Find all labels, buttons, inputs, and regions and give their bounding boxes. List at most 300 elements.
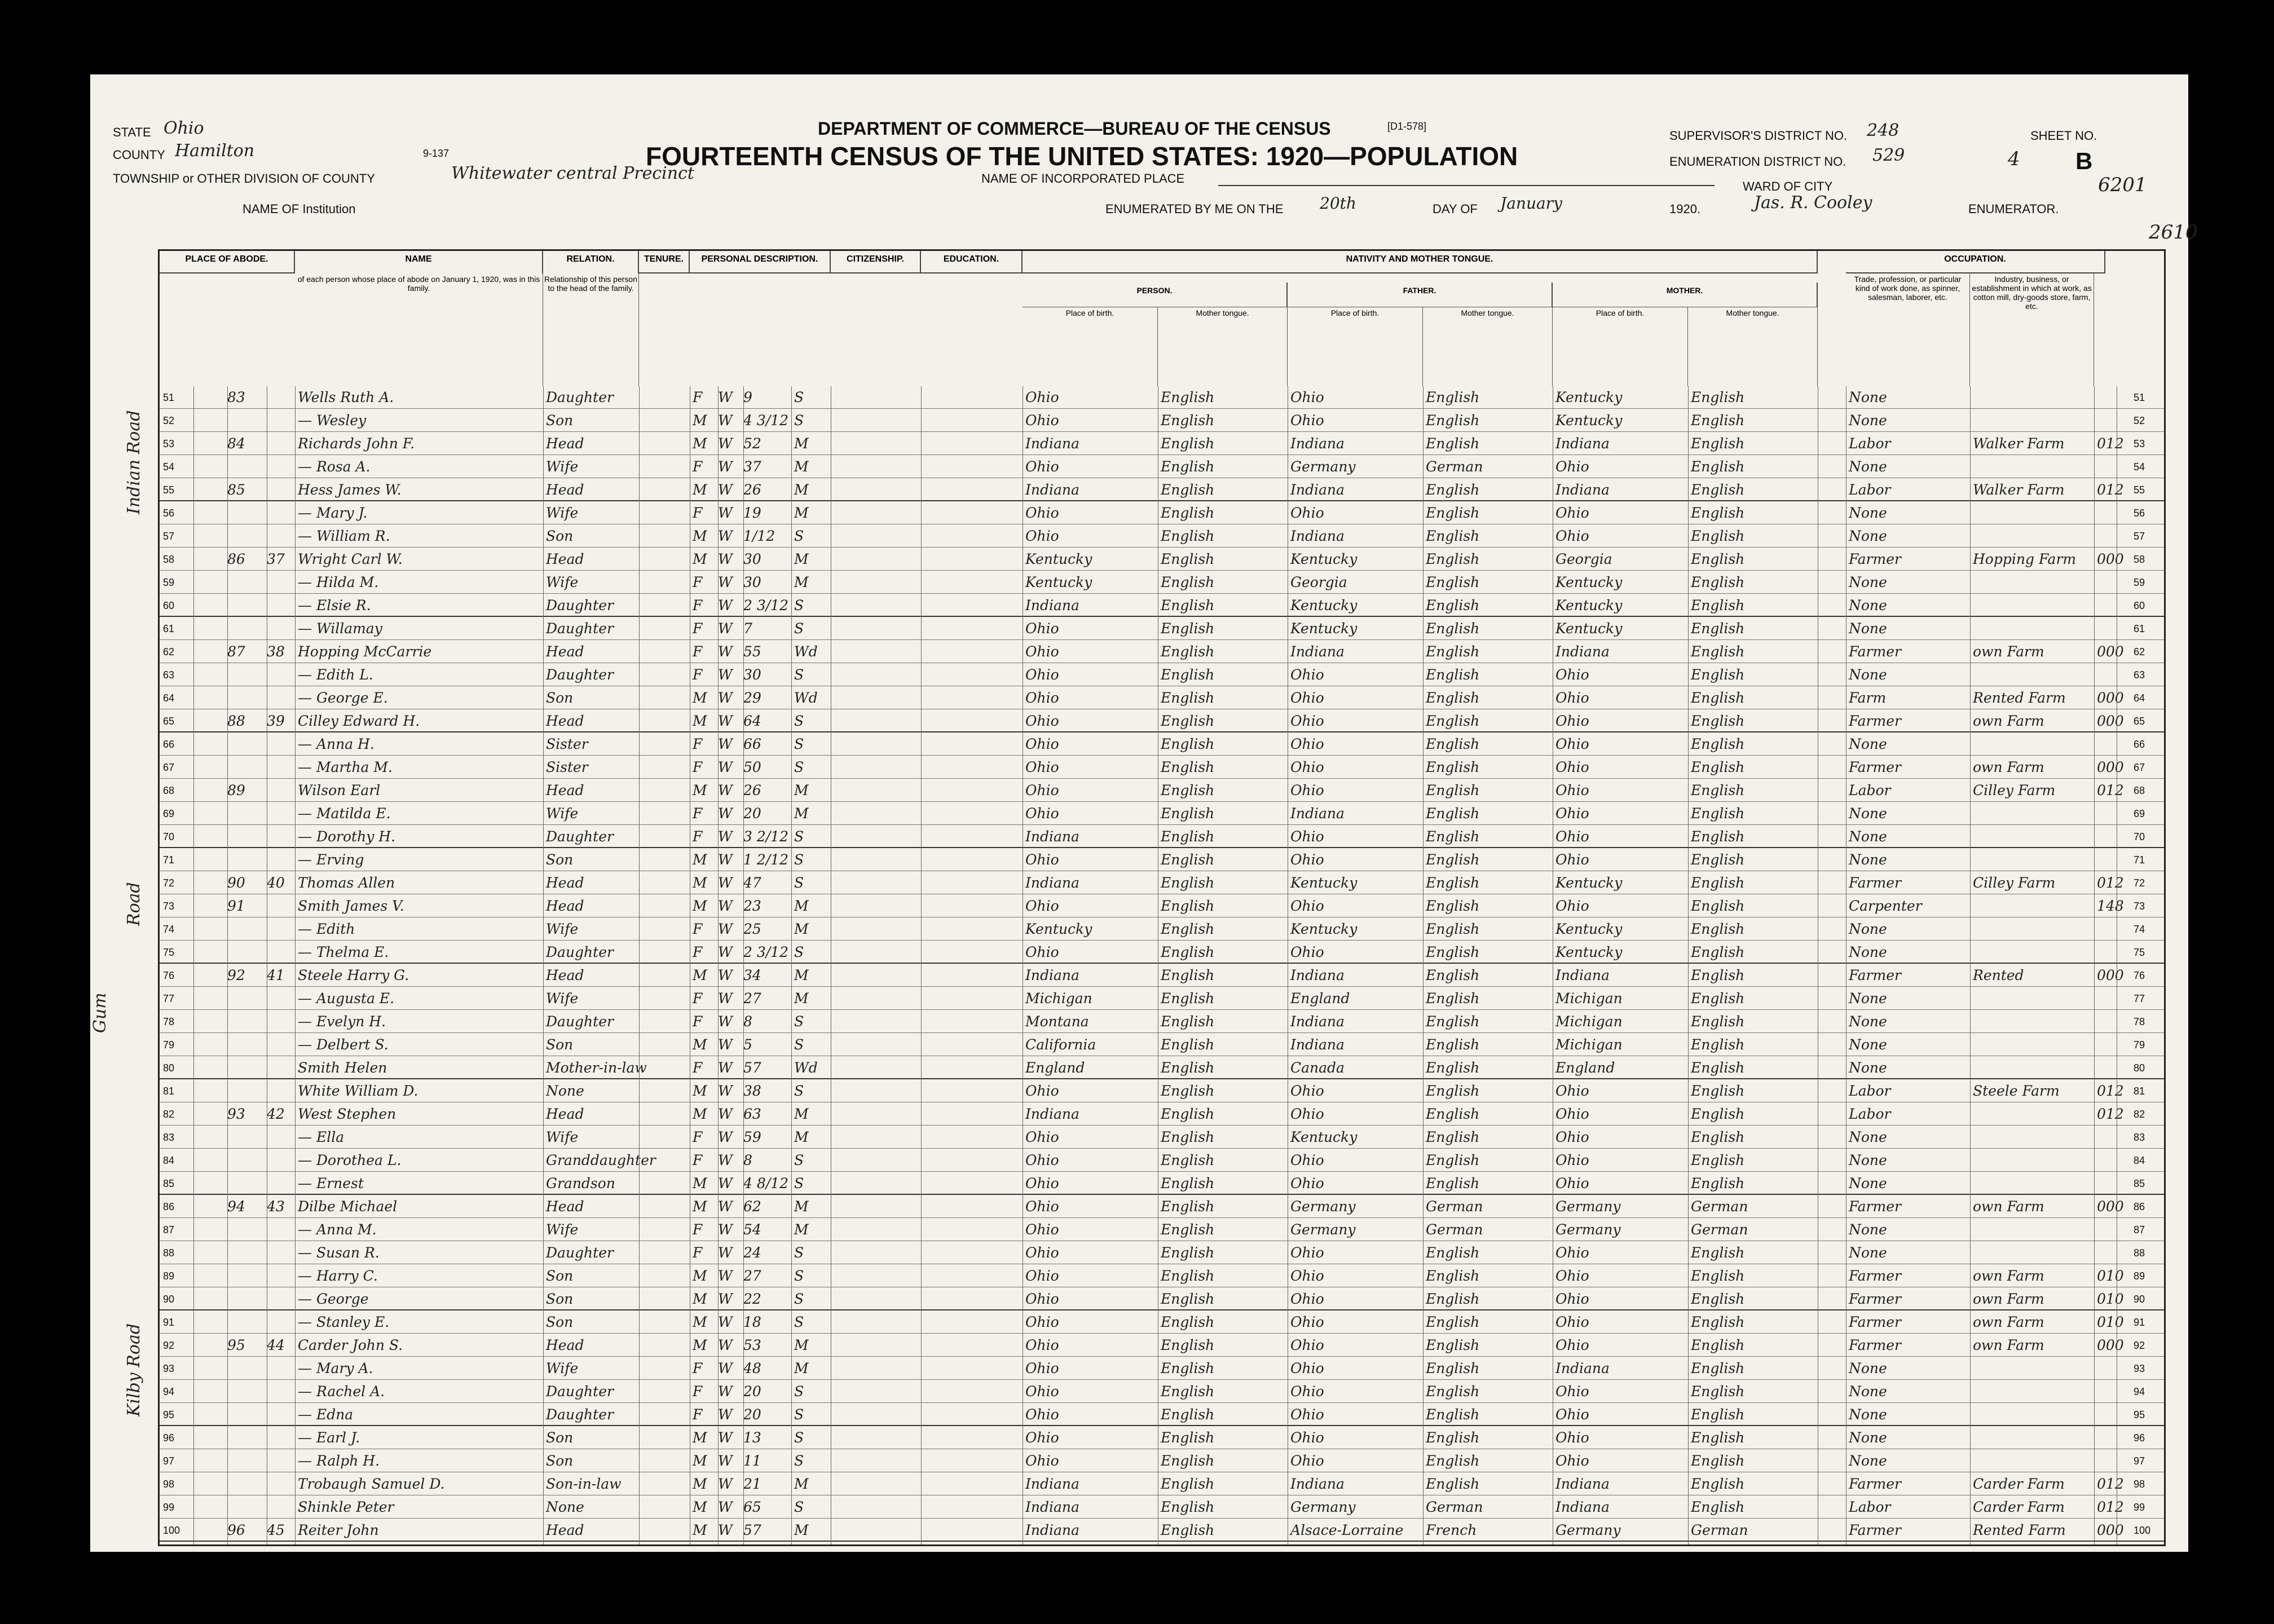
cell-mt: English [1161, 620, 1215, 637]
cell-mmt: English [1691, 574, 1745, 590]
cell-trade: Labor [1849, 1499, 1891, 1515]
cell-sex: F [693, 667, 703, 683]
cell-mmt: English [1691, 435, 1745, 452]
cell-ms: S [794, 713, 804, 729]
cell-race: W [718, 1291, 733, 1307]
cell-rel: Wife [546, 1360, 579, 1376]
cell-mmt: English [1691, 990, 1745, 1007]
cell-fpob: Kentucky [1290, 551, 1358, 567]
line-number-right: 96 [2134, 1432, 2145, 1444]
cell-mpob: Ohio [1555, 1175, 1589, 1191]
cell-fpob: Ohio [1290, 1245, 1324, 1261]
line-number-right: 60 [2134, 600, 2145, 611]
cell-ms: M [794, 1106, 809, 1122]
cell-fam [267, 664, 295, 686]
cell-age: 38 [743, 1083, 761, 1099]
cell-pob: Ohio [1025, 1337, 1059, 1353]
cell-fmt: English [1426, 505, 1480, 521]
cell-mpob: Ohio [1555, 505, 1589, 521]
cell-pob: Ohio [1025, 1453, 1059, 1469]
cell-fmt: English [1426, 643, 1480, 660]
line-number-right: 98 [2134, 1479, 2145, 1490]
census-year: 1920. [1669, 202, 1701, 216]
cell-trade: None [1849, 412, 1887, 429]
cell-trade: Farmer [1849, 1522, 1901, 1538]
cell-fmt: English [1426, 551, 1480, 567]
enumeration-value: 529 [1872, 145, 1905, 165]
line-number: 69 [163, 808, 175, 819]
cell-name: — Anna H. [298, 736, 374, 752]
cell-sex: M [693, 1198, 707, 1215]
cell-mt: English [1161, 921, 1215, 937]
cell-pob: Ohio [1025, 505, 1059, 521]
cell-fmt: English [1426, 1083, 1480, 1099]
cell-mpob: Ohio [1555, 528, 1589, 544]
table-row [160, 641, 2164, 663]
line-number: 98 [163, 1479, 175, 1490]
cell-fpob: England [1290, 990, 1350, 1007]
cell-mpob: Ohio [1555, 1429, 1589, 1446]
cell-race: W [718, 435, 733, 452]
name-header: NAME [295, 251, 543, 273]
cell-trade: None [1849, 921, 1887, 937]
cell-code [2097, 1126, 2159, 1149]
cell-ms: S [794, 1175, 804, 1191]
cell-name: — Dorothea L. [298, 1152, 402, 1168]
cell-mt: English [1161, 736, 1215, 752]
cell-mmt: English [1691, 1036, 1745, 1053]
cell-ind: Cilley Farm [1973, 782, 2056, 798]
cell-mmt: English [1691, 1268, 1745, 1284]
cell-fam [267, 1496, 295, 1519]
margin-road-2: Road [124, 882, 144, 926]
cell-mmt: English [1691, 1337, 1745, 1353]
cell-mmt: English [1691, 967, 1745, 983]
margin-road-1: Indian Road [124, 410, 144, 514]
cell-mpob: Ohio [1555, 759, 1589, 775]
cell-fmt: English [1426, 713, 1480, 729]
cell-code [2097, 1427, 2159, 1449]
cell-fmt: English [1426, 1453, 1480, 1469]
cell-age: 37 [743, 458, 761, 475]
cell-ms: S [794, 828, 804, 845]
cell-name: — Edith [298, 921, 355, 937]
cell-mt: English [1161, 551, 1215, 567]
table-row [160, 802, 2164, 825]
cell-fmt: English [1426, 1360, 1480, 1376]
cell-fmt: English [1426, 482, 1480, 498]
cell-fpob: Indiana [1290, 1476, 1345, 1492]
cell-ms: M [794, 435, 809, 452]
table-row [160, 1010, 2164, 1033]
line-number: 88 [163, 1247, 175, 1259]
cell-fpob: Indiana [1290, 805, 1345, 822]
cell-pob: Ohio [1025, 1291, 1059, 1307]
cell-age: 22 [743, 1291, 761, 1307]
cell-trade: Labor [1849, 782, 1891, 798]
county-value: Hamilton [175, 141, 255, 161]
state-label: STATE [113, 125, 151, 139]
cell-trade: None [1849, 505, 1887, 521]
cell-pob: Ohio [1025, 1360, 1059, 1376]
cell-fpob: Ohio [1290, 1106, 1324, 1122]
cell-code: 012 [2097, 482, 2124, 498]
table-row [160, 756, 2164, 779]
cell-fpob: Kentucky [1290, 921, 1358, 937]
line-number: 64 [163, 692, 175, 704]
cell-pob: Ohio [1025, 736, 1059, 752]
line-number: 99 [163, 1502, 175, 1513]
cell-mt: English [1161, 505, 1215, 521]
cell-race: W [718, 990, 733, 1007]
table-row [160, 1034, 2164, 1056]
cell-pob: England [1025, 1060, 1085, 1076]
cell-mt: English [1161, 782, 1215, 798]
cell-fmt: English [1426, 412, 1480, 429]
cell-code [2097, 1450, 2159, 1472]
supervisor-label: SUPERVISOR'S DISTRICT NO. [1669, 129, 1848, 143]
line-number: 73 [163, 901, 175, 912]
cell-pob: Indiana [1025, 1499, 1079, 1515]
cell-pob: Ohio [1025, 1129, 1059, 1145]
cell-code: 000 [2097, 1198, 2124, 1215]
line-number-right: 62 [2134, 646, 2145, 657]
cell-mpob: Ohio [1555, 828, 1589, 845]
enumerator-name: Jas. R. Cooley [1754, 193, 1872, 213]
line-number: 84 [163, 1155, 175, 1166]
cell-name: — Stanley E. [298, 1314, 390, 1330]
line-number: 93 [163, 1363, 175, 1374]
cell-fmt: English [1426, 1129, 1480, 1145]
cell-dw [227, 1380, 267, 1403]
cell-mt: English [1161, 898, 1215, 914]
cell-ms: S [794, 1453, 804, 1469]
cell-name: — Ralph H. [298, 1453, 380, 1469]
cell-fpob: Germany [1290, 1499, 1356, 1515]
cell-dw [227, 1496, 267, 1519]
cell-sex: M [693, 482, 707, 498]
table-row [160, 1057, 2164, 1079]
line-number-right: 81 [2134, 1085, 2145, 1097]
cell-pob: Indiana [1025, 875, 1079, 891]
cell-mpob: Kentucky [1555, 620, 1623, 637]
cell-name: Shinkle Peter [298, 1499, 394, 1515]
cell-ms: S [794, 1291, 804, 1307]
cell-ms: M [794, 1221, 809, 1238]
cell-name: — Harry C. [298, 1268, 378, 1284]
cell-trade: Labor [1849, 482, 1891, 498]
line-number: 59 [163, 577, 175, 588]
cell-fmt: English [1426, 967, 1480, 983]
cell-sex: F [693, 1060, 703, 1076]
cell-ms: M [794, 574, 809, 590]
cell-rel: Head [546, 482, 584, 498]
cell-fpob: Ohio [1290, 898, 1324, 914]
table-row [160, 872, 2164, 894]
cell-ind [1973, 918, 2091, 941]
cell-sex: F [693, 1383, 703, 1400]
line-number-right: 67 [2134, 762, 2145, 773]
cell-code: 012 [2097, 435, 2124, 452]
cell-name: — Erving [298, 851, 364, 868]
line-number-right: 97 [2134, 1455, 2145, 1467]
table-row [160, 1334, 2164, 1357]
cell-ind [1973, 502, 2091, 524]
occupation-header: OCCUPATION. [1846, 251, 2105, 273]
cell-race: W [718, 1499, 733, 1515]
cell-ms: S [794, 1013, 804, 1030]
cell-ms: S [794, 875, 804, 891]
cell-fam [267, 617, 295, 640]
cell-fam [267, 1172, 295, 1195]
cell-sex: F [693, 1152, 703, 1168]
cell-race: W [718, 921, 733, 937]
cell-rel: Daughter [546, 944, 614, 960]
cell-ms: S [794, 597, 804, 614]
column-rule [543, 386, 544, 1544]
cell-trade: None [1849, 667, 1887, 683]
cell-rel: Head [546, 875, 584, 891]
cell-mt: English [1161, 1060, 1215, 1076]
cell-mt: English [1161, 1106, 1215, 1122]
cell-fpob: Germany [1290, 458, 1356, 475]
cell-sex: M [693, 551, 707, 567]
line-number: 76 [163, 970, 175, 981]
cell-mt: English [1161, 435, 1215, 452]
cell-race: W [718, 1383, 733, 1400]
line-number: 70 [163, 831, 175, 842]
cell-age: 24 [743, 1245, 761, 1261]
line-number: 65 [163, 716, 175, 727]
cell-race: W [718, 412, 733, 429]
cell-name: — Rosa A. [298, 458, 371, 475]
table-row [160, 1427, 2164, 1449]
cell-age: 18 [743, 1314, 761, 1330]
column-rule [193, 386, 194, 1544]
cell-pob: Indiana [1025, 597, 1079, 614]
line-number-right: 95 [2134, 1409, 2145, 1420]
line-number-right: 93 [2134, 1363, 2145, 1374]
cell-rel: None [546, 1499, 584, 1515]
cell-sex: F [693, 620, 703, 637]
cell-trade: None [1849, 1175, 1887, 1191]
cell-ind [1973, 594, 2091, 617]
cell-mmt: English [1691, 805, 1745, 822]
line-number: 92 [163, 1340, 175, 1351]
cell-code [2097, 664, 2159, 686]
cell-sex: F [693, 1245, 703, 1261]
cell-code: 000 [2097, 967, 2124, 983]
cell-fam [267, 1357, 295, 1380]
cell-sex: F [693, 1406, 703, 1423]
line-number: 53 [163, 438, 175, 449]
table-row [160, 1311, 2164, 1334]
cell-name: — Earl J. [298, 1429, 360, 1446]
cell-dw: 85 [227, 482, 245, 498]
cell-trade: None [1849, 736, 1887, 752]
cell-ind: Rented Farm [1973, 1522, 2066, 1538]
cell-ind [1973, 802, 2091, 825]
cell-name: Cilley Edward H. [298, 713, 420, 729]
cell-sex: M [693, 967, 707, 983]
line-number-right: 89 [2134, 1270, 2145, 1282]
cell-trade: None [1849, 1245, 1887, 1261]
ward-value: 6201 [2098, 174, 2147, 196]
cell-sex: F [693, 1221, 703, 1238]
cell-race: W [718, 643, 733, 660]
cell-mmt: English [1691, 875, 1745, 891]
cell-code [2097, 409, 2159, 432]
cell-code [2097, 1380, 2159, 1403]
cell-ind [1973, 525, 2091, 548]
cell-mt: English [1161, 667, 1215, 683]
cell-name: — Thelma E. [298, 944, 389, 960]
line-number-right: 63 [2134, 669, 2145, 681]
line-number-right: 78 [2134, 1016, 2145, 1027]
cell-code [2097, 1219, 2159, 1241]
cell-age: 62 [743, 1198, 761, 1215]
cell-trade: None [1849, 1221, 1887, 1238]
cell-mpob: Kentucky [1555, 875, 1623, 891]
cell-dw [227, 756, 267, 779]
mother-tongue-header: Mother tongue. [1688, 307, 1818, 386]
cell-race: W [718, 458, 733, 475]
enumerated-month: January [1500, 194, 1562, 213]
cell-ms: M [794, 1360, 809, 1376]
cell-name: — George E. [298, 690, 388, 706]
cell-mpob: Ohio [1555, 1291, 1589, 1307]
cell-name: — Elsie R. [298, 597, 371, 614]
cell-dw: 88 [227, 713, 245, 729]
cell-race: W [718, 1106, 733, 1122]
cell-mt: English [1161, 1245, 1215, 1261]
cell-pob: California [1025, 1036, 1096, 1053]
cell-rel: Head [546, 551, 584, 567]
cell-trade: None [1849, 1406, 1887, 1423]
cell-mt: English [1161, 1152, 1215, 1168]
cell-pob: Ohio [1025, 1221, 1059, 1238]
cell-fam: 37 [267, 551, 285, 567]
cell-mt: English [1161, 1522, 1215, 1538]
person-birth-header: Place of birth. [1023, 307, 1158, 386]
cell-mmt: English [1691, 1060, 1745, 1076]
column-rule [718, 386, 719, 1544]
line-number: 85 [163, 1178, 175, 1189]
cell-trade: None [1849, 851, 1887, 868]
cell-fpob: Kentucky [1290, 1129, 1358, 1145]
cell-fmt: English [1426, 851, 1480, 868]
cell-dw [227, 409, 267, 432]
cell-dw [227, 1080, 267, 1102]
cell-ms: M [794, 898, 809, 914]
cell-mpob: Indiana [1555, 1499, 1610, 1515]
cell-ind [1973, 1172, 2091, 1195]
cell-dw [227, 571, 267, 594]
cell-ms: M [794, 1522, 809, 1538]
cell-name: Thomas Allen [298, 875, 395, 891]
cell-mpob: Kentucky [1555, 921, 1623, 937]
cell-sex: F [693, 597, 703, 614]
cell-fpob: Indiana [1290, 643, 1345, 660]
cell-ind [1973, 1427, 2091, 1449]
line-number-right: 52 [2134, 415, 2145, 426]
cell-age: 20 [743, 805, 761, 822]
cell-fam: 43 [267, 1198, 285, 1215]
cell-sex: F [693, 1129, 703, 1145]
cell-pob: Ohio [1025, 412, 1059, 429]
cell-mt: English [1161, 1129, 1215, 1145]
table-row [160, 918, 2164, 941]
cell-mpob: Kentucky [1555, 574, 1623, 590]
cell-mt: English [1161, 1198, 1215, 1215]
line-number-right: 86 [2134, 1201, 2145, 1212]
cell-fam: 39 [267, 713, 285, 729]
cell-fpob: Indiana [1290, 528, 1345, 544]
cell-ms: S [794, 944, 804, 960]
cell-mpob: Ohio [1555, 1406, 1589, 1423]
line-number-right: 51 [2134, 392, 2145, 403]
cell-ms: M [794, 782, 809, 798]
cell-mt: English [1161, 597, 1215, 614]
cell-pob: Ohio [1025, 389, 1059, 405]
cell-mt: English [1161, 967, 1215, 983]
line-number: 89 [163, 1270, 175, 1282]
cell-mmt: English [1691, 1245, 1745, 1261]
cell-race: W [718, 1152, 733, 1168]
cell-mpob: Kentucky [1555, 389, 1623, 405]
cell-fam [267, 1242, 295, 1264]
cell-mmt: English [1691, 1406, 1745, 1423]
cell-pob: Ohio [1025, 690, 1059, 706]
line-number-right: 87 [2134, 1224, 2145, 1235]
cell-rel: Son [546, 1429, 574, 1446]
line-number: 60 [163, 600, 175, 611]
cell-name: Hess James W. [298, 482, 402, 498]
cell-age: 27 [743, 990, 761, 1007]
cell-mpob: Ohio [1555, 690, 1589, 706]
cell-fpob: Indiana [1290, 435, 1345, 452]
cell-mmt: English [1691, 736, 1745, 752]
cell-mpob: Indiana [1555, 435, 1610, 452]
cell-code: 000 [2097, 1337, 2124, 1353]
cell-fpob: Ohio [1290, 1175, 1324, 1191]
cell-fmt: English [1426, 782, 1480, 798]
column-rule [639, 386, 640, 1544]
cell-rel: Son [546, 851, 574, 868]
cell-mpob: Michigan [1555, 1036, 1623, 1053]
cell-code: 010 [2097, 1268, 2124, 1284]
cell-ms: M [794, 967, 809, 983]
cell-name: Dilbe Michael [298, 1198, 398, 1215]
township-label: TOWNSHIP or OTHER DIVISION OF COUNTY [113, 171, 375, 186]
line-number: 54 [163, 461, 175, 473]
cell-fmt: English [1426, 1314, 1480, 1330]
cell-mt: English [1161, 1291, 1215, 1307]
cell-sex: F [693, 921, 703, 937]
cell-code: 000 [2097, 690, 2124, 706]
cell-age: 21 [743, 1476, 761, 1492]
table-row [160, 433, 2164, 455]
cell-mt: English [1161, 458, 1215, 475]
cell-fpob: Ohio [1290, 1453, 1324, 1469]
cell-fmt: English [1426, 944, 1480, 960]
cell-sex: M [693, 1522, 707, 1538]
cell-mt: English [1161, 528, 1215, 544]
cell-mt: English [1161, 1406, 1215, 1423]
table-row [160, 849, 2164, 871]
cell-sex: F [693, 458, 703, 475]
cell-mt: English [1161, 1383, 1215, 1400]
